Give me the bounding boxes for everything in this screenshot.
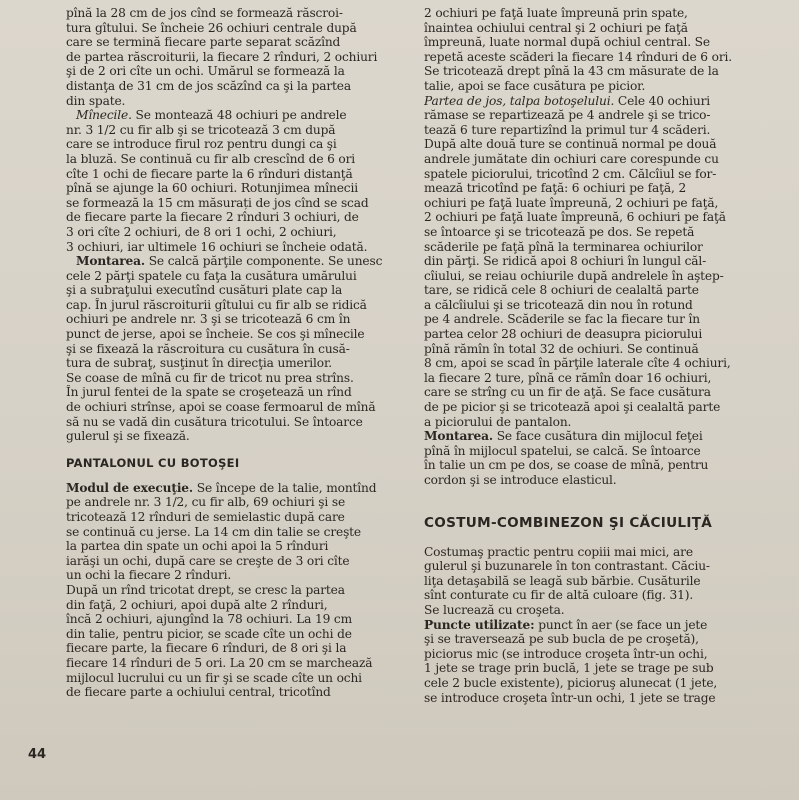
text-line: [66, 371, 412, 386]
line-text: şi se traversează pe sub bucla de pe croşetă),: [424, 632, 699, 647]
paragraph-lead: Mînecile.: [76, 108, 132, 123]
left-column: [66, 6, 412, 700]
line-text: din părţi. Se ridică apoi 8 ochiuri în lungul căl-: [424, 254, 707, 269]
text-line: [66, 671, 412, 686]
paragraph-lead: Montarea.: [76, 254, 145, 269]
text-line: [66, 612, 412, 627]
text-line: [66, 298, 412, 313]
right-text-block-1: [424, 6, 757, 488]
text-line: [66, 21, 412, 36]
line-text: piciorus mic (se introduce croşeta într-un ochi,: [424, 646, 708, 661]
line-text: După un rînd tricotat drept, se cresc la partea: [66, 582, 345, 597]
line-text: Se calcă părţile componente. Se unesc: [144, 254, 383, 269]
right-column: [424, 6, 757, 705]
line-text: 2 ochiuri pe faţă luate împreună prin spate,: [424, 6, 688, 20]
line-text: pe 4 andrele. Scăderile se fac la fiecare tur în: [424, 312, 700, 327]
text-line: [66, 598, 412, 613]
line-text: un ochi la fiecare 2 rînduri.: [66, 568, 232, 583]
text-line: [424, 545, 757, 560]
text-line: [424, 356, 757, 371]
text-line: [424, 50, 757, 65]
text-line: [424, 618, 757, 633]
line-text: 3 ori cîte 2 ochiuri, de 8 ori 1 ochi, 2 ochiuri,: [66, 224, 337, 239]
text-line: [424, 6, 757, 21]
line-text: rămase se repartizează pe 4 andrele şi se trico-: [424, 108, 711, 123]
text-line: [424, 210, 757, 225]
text-line: [424, 400, 757, 415]
text-line: [66, 254, 412, 269]
text-line: [424, 21, 757, 36]
text-line: [424, 79, 757, 94]
line-text: de ochiuri strînse, apoi se coase fermoarul de mînă: [66, 400, 376, 415]
line-text: În jurul fentei de la spate se croşetează un rînd: [66, 385, 352, 400]
text-line: [424, 458, 757, 473]
line-text: a călcîiului şi se tricotează din nou în rotund: [424, 297, 693, 312]
line-text: se introduce croşeta într-un ochi, 1 jete se trage: [424, 690, 716, 705]
text-line: [66, 356, 412, 371]
text-line: [424, 254, 757, 269]
text-line: [66, 312, 412, 327]
line-text: împreună, luate normal după ochiul central. Se: [424, 35, 710, 50]
line-text: care se strîng cu un fir de aţă. Se face cusătura: [424, 385, 711, 400]
line-text: tare, se ridică cele 8 ochiuri de cealaltă parte: [424, 283, 699, 298]
text-line: [424, 312, 757, 327]
line-text: înaintea ochiului central şi 2 ochiuri pe faţă: [424, 20, 688, 35]
line-text: pînă în mijlocul spatelui, se calcă. Se întoarce: [424, 443, 701, 458]
line-text: tează 6 ture repartizînd la primul tur 4 scăderi.: [424, 122, 711, 137]
line-text: încă 2 ochiuri, ajungînd la 78 ochiuri. La 19 cm: [66, 612, 352, 627]
line-text: repetă aceste scăderi la fiecare 14 rînduri de 6 ori.: [424, 49, 732, 64]
line-text: punct de jerse, apoi se încheie. Se cos şi mînecile: [66, 327, 365, 342]
line-text: talie, apoi se face cusătura pe picior.: [424, 78, 646, 93]
line-text: fiecare parte, la fiecare 6 rînduri, de 8 ori şi la: [66, 641, 347, 656]
text-line: [424, 35, 757, 50]
paragraph-lead: Partea de jos, talpa botoşelului.: [424, 93, 615, 108]
text-line: [66, 181, 412, 196]
text-line: [66, 283, 412, 298]
line-text: de fiecare parte la fiecare 2 rînduri 3 ochiuri, de: [66, 210, 359, 225]
line-text: gulerul şi se fixează.: [66, 429, 190, 444]
text-line: [66, 525, 412, 540]
line-text: la bluză. Se continuă cu fir alb crescînd de 6 ori: [66, 151, 356, 166]
line-text: ochiuri pe andrele nr. 3 şi se tricotează 6 cm în: [66, 312, 351, 327]
line-text: să nu se vadă din cusătura tricotului. Se întoarce: [66, 414, 363, 429]
line-text: la fiecare 2 ture, pînă ce rămîn doar 16 ochiuri,: [424, 370, 712, 385]
text-line: [424, 269, 757, 284]
text-line: [66, 641, 412, 656]
paragraph-lead: Montarea.: [424, 429, 493, 444]
text-line: [66, 167, 412, 182]
text-line: [66, 108, 412, 123]
line-text: a piciorului de pantalon.: [424, 414, 572, 429]
line-text: 8 cm, apoi se scad în părţile laterale cîte 4 ochiuri,: [424, 356, 731, 371]
line-text: Se face cusătura din mijlocul feţei: [492, 429, 703, 444]
line-text: cap. În jurul răscroiturii gîtului cu fir alb se ridică: [66, 297, 367, 312]
text-line: [424, 225, 757, 240]
line-text: tura gîtului. Se încheie 26 ochiuri centrale după: [66, 20, 357, 35]
line-text: în talie un cm pe dos, se coase de mînă, pentru: [424, 458, 709, 473]
paragraph-lead: Modul de execuţie.: [66, 480, 194, 495]
left-text-block-2: [66, 481, 412, 700]
text-line: [66, 568, 412, 583]
text-line: [66, 269, 412, 284]
line-text: tura de subraţ, susţinut în direcţia umerilor.: [66, 356, 333, 371]
text-line: [424, 371, 757, 386]
line-text: din spate.: [66, 93, 126, 108]
line-text: mijlocul lucrului cu un fir şi se scade cîte un ochi: [66, 670, 362, 685]
text-line: [424, 676, 757, 691]
line-text: la partea din spate un ochi apoi la 5 rînduri: [66, 539, 329, 554]
line-text: se formează la 15 cm măsurați de jos cînd se scad: [66, 195, 369, 210]
text-line: [424, 603, 757, 618]
text-line: [424, 559, 757, 574]
line-text: cîiului, se reiau ochiurile după andrelele în aştep-: [424, 268, 724, 283]
left-text-block-1: [66, 6, 412, 444]
text-line: [66, 137, 412, 152]
line-text: cele 2 părţi spatele cu faţa la cusătura umărului: [66, 268, 357, 283]
text-line: [424, 632, 757, 647]
line-text: din talie, pentru picior, se scade cîte un ochi de: [66, 626, 352, 641]
line-text: După alte două ture se continuă normal pe două: [424, 137, 717, 152]
text-line: [424, 152, 757, 167]
text-line: [66, 627, 412, 642]
line-text: care se termină fiecare parte separat scăzînd: [66, 35, 341, 50]
text-line: [424, 574, 757, 589]
text-line: [424, 415, 757, 430]
text-line: [66, 510, 412, 525]
line-text: distanţa de 31 cm de jos scăzînd ca şi la partea: [66, 78, 351, 93]
text-line: [66, 385, 412, 400]
paragraph-lead: Puncte utilizate:: [424, 617, 535, 632]
text-line: [66, 415, 412, 430]
line-text: de fiecare parte a ochiului central, tricotînd: [66, 685, 331, 700]
text-line: [424, 691, 757, 706]
text-line: [66, 50, 412, 65]
line-text: se continuă cu jerse. La 14 cm din talie se creşte: [66, 524, 361, 539]
text-line: [424, 137, 757, 152]
line-text: pe andrele nr. 3 1/2, cu fir alb, 69 ochiuri şi se: [66, 495, 346, 510]
line-text: Se începe de la talie, montînd: [193, 480, 377, 495]
line-text: şi se fixează la răscroitura cu cusătura în cusă-: [66, 341, 350, 356]
line-text: pînă la 28 cm de jos cînd se formează răscroi-: [66, 6, 343, 20]
text-line: [424, 473, 757, 488]
line-text: 1 jete se trage prin buclă, 1 jete se trage pe sub: [424, 661, 714, 676]
page-number: 44: [28, 747, 47, 762]
text-line: [66, 656, 412, 671]
section-heading-pantalon: PANTALONUL CU BOTOŞEI: [66, 455, 240, 470]
line-text: cordon şi se introduce elasticul.: [424, 473, 617, 487]
line-text: fiecare 14 rînduri de 5 ori. La 20 cm se marchează: [66, 655, 373, 670]
text-line: [66, 400, 412, 415]
text-line: [66, 123, 412, 138]
line-text: Se coase de mînă cu fir de tricot nu prea strîns.: [66, 370, 354, 385]
line-text: andrele jumătate din ochiuri care corespunde cu: [424, 151, 719, 166]
text-line: [66, 94, 412, 109]
line-text: din faţă, 2 ochiuri, apoi după alte 2 rînduri,: [66, 597, 328, 612]
line-text: 2 ochiuri pe faţă luate împreună, 6 ochiuri pe faţă: [424, 210, 726, 225]
text-line: [424, 64, 757, 79]
line-text: cele 2 bucle existente), picioruş alunecat (1 jete,: [424, 675, 718, 690]
text-line: [66, 342, 412, 357]
line-text: punct în aer (se face un jete: [534, 617, 708, 632]
line-text: spatele piciorului, tricotînd 2 cm. Călcîiul se for-: [424, 166, 717, 181]
text-line: [66, 240, 412, 255]
text-line: [66, 327, 412, 342]
line-text: Se montează 48 ochiuri pe andrele: [131, 108, 347, 123]
right-text-block-2: [424, 545, 757, 706]
line-text: şi de 2 ori cîte un ochi. Umărul se formează la: [66, 64, 345, 79]
text-line: [66, 495, 412, 510]
text-line: [66, 210, 412, 225]
text-line: [424, 283, 757, 298]
text-line: [424, 181, 757, 196]
line-text: cîte 1 ochi de fiecare parte la 6 rînduri distanţă: [66, 166, 353, 181]
line-text: liţa detaşabilă se leagă sub bărbie. Cusăturile: [424, 573, 701, 588]
text-line: [66, 481, 412, 496]
line-text: de pe picior şi se tricotează apoi şi cealaltă parte: [424, 400, 721, 415]
text-line: [66, 196, 412, 211]
text-line: [424, 385, 757, 400]
text-line: [424, 444, 757, 459]
line-text: Se lucrează cu croşeta.: [424, 602, 565, 617]
text-line: [424, 240, 757, 255]
line-text: pînă se ajunge la 60 ochiuri. Rotunjimea mînecii: [66, 181, 358, 196]
line-text: scăderile pe faţă pînă la terminarea ochiurilor: [424, 239, 703, 254]
text-line: [66, 554, 412, 569]
text-line: [424, 196, 757, 211]
text-line: [424, 108, 757, 123]
text-line: [66, 429, 412, 444]
text-line: [424, 342, 757, 357]
text-line: [66, 35, 412, 50]
line-text: Cele 40 ochiuri: [614, 93, 711, 108]
text-line: [66, 79, 412, 94]
line-text: pînă rămîn în total 32 de ochiuri. Se continuă: [424, 341, 699, 356]
text-line: [424, 94, 757, 109]
text-line: [424, 123, 757, 138]
text-line: [66, 152, 412, 167]
line-text: partea celor 28 ochiuri de deasupra piciorului: [424, 327, 703, 342]
line-text: şi a subraţului executînd cusături plate cap la: [66, 283, 343, 298]
section-heading-costum: COSTUM-COMBINEZON ŞI CĂCIULIŢĂ: [424, 514, 713, 531]
text-line: [66, 64, 412, 79]
text-line: [66, 539, 412, 554]
line-text: 3 ochiuri, iar ultimele 16 ochiuri se încheie odată.: [66, 239, 368, 254]
text-line: [424, 429, 757, 444]
text-line: [424, 327, 757, 342]
text-line: [424, 661, 757, 676]
line-text: Se tricotează drept pînă la 43 cm măsurate de la: [424, 64, 719, 79]
spacer: [424, 488, 757, 515]
text-line: [424, 588, 757, 603]
text-line: [66, 685, 412, 700]
line-text: gulerul şi buzunarele în ton contrastant. Căciu-: [424, 559, 710, 574]
spacer: [424, 531, 757, 545]
line-text: iarăşi un ochi, după care se creşte de 3 ori cîte: [66, 553, 350, 568]
text-line: [424, 298, 757, 313]
text-line: [424, 167, 757, 182]
line-text: care se introduce firul roz pentru dungi ca şi: [66, 137, 337, 152]
line-text: Costumaş practic pentru copiii mai mici, are: [424, 544, 693, 559]
text-line: [424, 647, 757, 662]
line-text: de partea răscroiturii, la fiecare 2 rînduri, 2 ochiuri: [66, 49, 378, 64]
text-line: [66, 225, 412, 240]
text-line: [66, 583, 412, 598]
line-text: se întoarce şi se tricotează pe dos. Se repetă: [424, 224, 695, 239]
line-text: ochiuri pe faţă luate împreună, 2 ochiuri pe faţă,: [424, 195, 719, 210]
line-text: nr. 3 1/2 cu fir alb şi se tricotează 3 cm după: [66, 122, 336, 137]
text-line: [66, 6, 412, 21]
line-text: sînt conturate cu fir de altă culoare (fig. 31).: [424, 588, 694, 603]
line-text: mează tricotînd pe faţă: 6 ochiuri pe faţă, 2: [424, 181, 687, 196]
line-text: tricotează 12 rînduri de semielastic după care: [66, 510, 345, 524]
